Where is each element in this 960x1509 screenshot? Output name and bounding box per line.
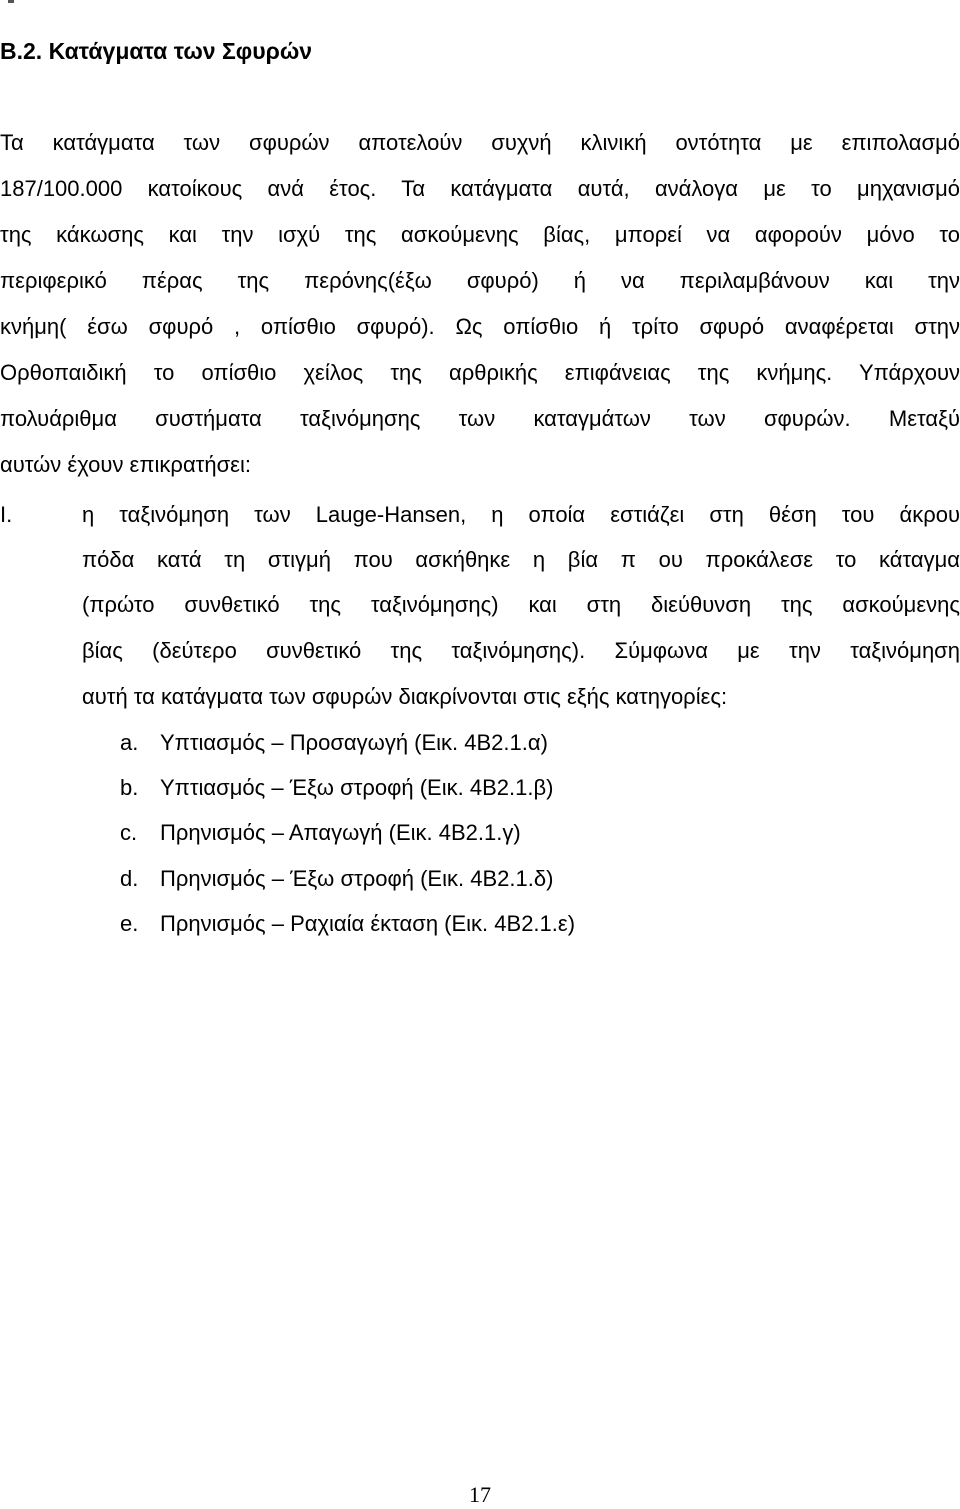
section-title: Β.2. Κατάγματα των Σφυρών <box>0 38 313 64</box>
scan-mark <box>8 0 14 3</box>
sub-list-item <box>120 864 553 894</box>
list-item-line: η ταξινόμηση των Lauge-Hansen, η οποία εστιάζει στη θέση του άκρου <box>82 502 960 527</box>
list-item-line: (πρώτο συνθετικό της ταξινόμησης) και στη διεύθυνση της ασκούμενης <box>82 592 960 617</box>
sub-list-item <box>120 909 575 939</box>
paragraph-line: περιφερικό πέρας της περόνης(έξω σφυρό) ή να περιλαμβάνουν και την <box>0 268 960 293</box>
page-number: 17 <box>469 1482 491 1507</box>
sub-list-text: Πρηνισμός – Ραχιαία έκταση (Εικ. 4Β2.1.ε) <box>160 911 576 936</box>
paragraph-line: Τα κατάγματα των σφυρών αποτελούν συχνή κλινική οντότητα με επιπολασμό <box>0 130 960 155</box>
paragraph-line: κνήμη( έσω σφυρό , οπίσθιο σφυρό). Ως οπίσθιο ή τρίτο σφυρό αναφέρεται στην <box>0 314 960 339</box>
sub-list-item <box>120 728 548 758</box>
sub-list-text: Πρηνισμός – Έξω στροφή (Εικ. 4Β2.1.δ) <box>160 866 554 891</box>
sub-list-item <box>120 818 521 848</box>
sub-list-marker: d. <box>120 866 139 891</box>
paragraph-line: Ορθοπαιδική το οπίσθιο χείλος της αρθρικής επιφάνειας της κνήμης. Υπάρχουν <box>0 360 960 385</box>
sub-list-marker: b. <box>120 775 139 800</box>
paragraph-line: 187/100.000 κατοίκους ανά έτος. Τα κατάγματα αυτά, ανάλογα με το μηχανισμό <box>0 176 960 201</box>
sub-list-text: Υπτιασμός – Έξω στροφή (Εικ. 4Β2.1.β) <box>160 775 554 800</box>
paragraph-line: πολυάριθμα συστήματα ταξινόμησης των καταγμάτων των σφυρών. Μεταξύ <box>0 406 960 431</box>
paragraph-line: της κάκωσης και την ισχύ της ασκούμενης βίας, μπορεί να αφορούν μόνο το <box>0 222 960 247</box>
list-item-line: πόδα κατά τη στιγμή που ασκήθηκε η βία π ου προκάλεσε το κάταγμα <box>82 547 960 572</box>
sub-list-item <box>120 773 553 803</box>
sub-list-text: Πρηνισμός – Απαγωγή (Εικ. 4Β2.1.γ) <box>160 820 521 845</box>
list-item-line: βίας (δεύτερο συνθετικό της ταξινόμησης). Σύμφωνα με την ταξινόμηση <box>82 638 960 663</box>
sub-list-marker: c. <box>120 820 138 845</box>
sub-list-marker: a. <box>120 730 139 755</box>
paragraph-line: αυτών έχουν επικρατήσει: <box>0 452 251 477</box>
sub-list-marker: e. <box>120 911 139 936</box>
sub-list-text: Υπτιασμός – Προσαγωγή (Εικ. 4Β2.1.α) <box>160 730 548 755</box>
list-marker: Ι. <box>0 502 13 527</box>
list-item-line: αυτή τα κατάγματα των σφυρών διακρίνονται στις εξής κατηγορίες: <box>82 684 728 709</box>
